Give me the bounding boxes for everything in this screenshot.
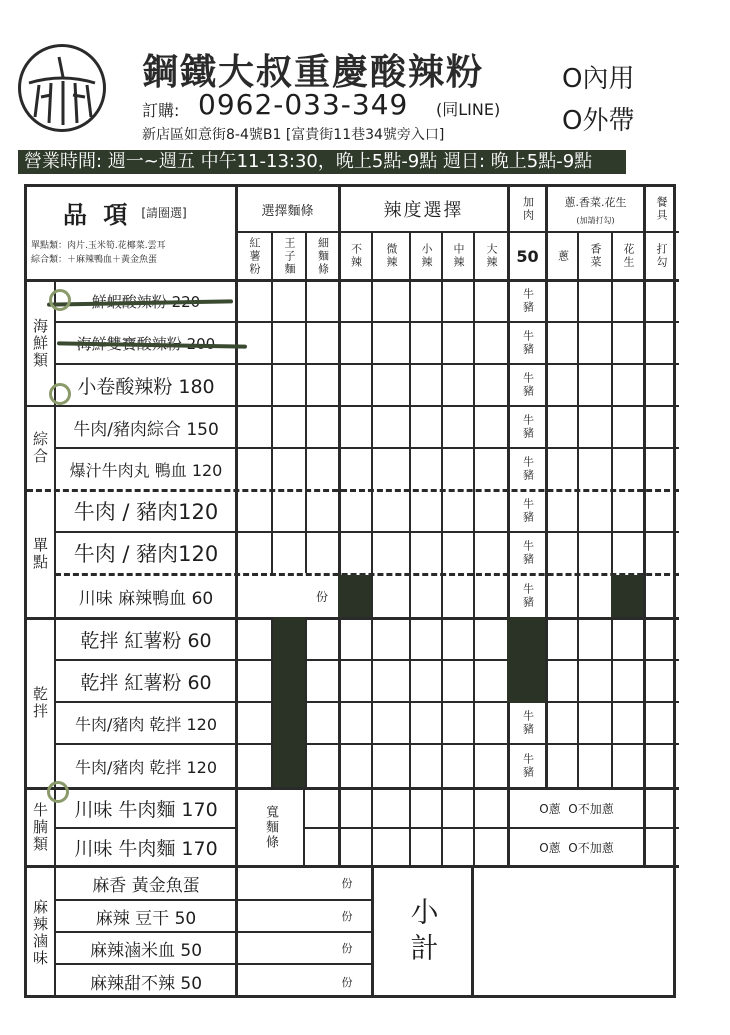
takeout-option[interactable]: O外帶: [562, 106, 635, 136]
divider: [441, 231, 443, 865]
item-column-title: 品 項: [63, 200, 132, 229]
pushpin-icon: [49, 383, 71, 405]
menu-item-meat-single[interactable]: 牛肉 / 豬肉120: [73, 542, 219, 566]
divider: [338, 187, 341, 865]
wide-noodle-label: 寬麵條: [263, 804, 278, 850]
meat-choice[interactable]: 牛豬: [521, 288, 535, 314]
spice-mild: 小辣: [420, 243, 433, 269]
noodle-prince: 王子麵: [283, 236, 296, 276]
divider: [235, 187, 238, 998]
meat-choice[interactable]: 牛豬: [521, 583, 535, 609]
shop-title: 鋼鐵大叔重慶酸辣粉: [142, 52, 485, 93]
toppings-header: 蔥.香菜.花生: [564, 196, 627, 209]
divider: [643, 187, 646, 865]
portion-label: 份: [341, 975, 353, 989]
spice-group-header: 辣度選擇: [383, 200, 464, 221]
divider: [303, 787, 305, 865]
topping-peanut: 花生: [622, 243, 635, 269]
spice-slight: 微辣: [385, 243, 398, 269]
subtotal-field[interactable]: [474, 867, 676, 998]
order-form-table: [24, 184, 676, 998]
category-single: 單點: [31, 537, 49, 571]
divider: [409, 231, 411, 865]
unavailable-block: [507, 617, 545, 703]
noodle-thin: 細麵條: [316, 236, 330, 276]
onion-option[interactable]: O蔥 O不加蔥: [539, 801, 614, 816]
category-beef-brisket: 牛腩類: [31, 801, 49, 853]
divider: [473, 231, 475, 865]
ma-character-logo-icon: [18, 44, 106, 132]
spice-hot: 大辣: [485, 243, 498, 269]
extra-meat-header: 加肉: [521, 196, 535, 222]
meat-choice[interactable]: 牛豬: [521, 753, 535, 779]
menu-item-squid[interactable]: 小卷酸辣粉 180: [77, 375, 215, 398]
spice-none: 不辣: [349, 243, 363, 269]
menu-item-dry-meat[interactable]: 牛肉/豬肉 乾拌 120: [74, 757, 218, 777]
meat-choice[interactable]: 牛豬: [521, 456, 535, 482]
phone-number[interactable]: 0962-033-349: [198, 88, 409, 121]
menu-item-combo[interactable]: 牛肉/豬肉綜合 150: [73, 419, 219, 440]
menu-item-dry-meat[interactable]: 牛肉/豬肉 乾拌 120: [74, 714, 218, 734]
category-spicy-braised: 麻辣滷味: [31, 898, 49, 967]
category-seafood: 海鮮類: [31, 317, 49, 369]
menu-item-beef-noodle[interactable]: 川味 牛肉麵 170: [74, 837, 218, 860]
order-label: 訂購:: [142, 101, 180, 120]
meat-choice[interactable]: 牛豬: [521, 710, 535, 736]
portion-label: 份: [315, 589, 328, 604]
unavailable-block: [338, 575, 371, 617]
portion-label: 份: [341, 910, 353, 923]
address: 新店區如意街8-4號B1 [富貴街11巷34號旁入口]: [142, 127, 445, 143]
utensils-header: 餐具: [655, 196, 668, 222]
braised-item-tofu[interactable]: 麻辣 豆干 50: [95, 908, 197, 929]
subtotal-label: 小計: [406, 896, 440, 969]
line-note: (同LINE): [436, 100, 501, 119]
menu-item-dry-sweet-potato[interactable]: 乾拌 紅薯粉 60: [80, 671, 212, 694]
divider: [305, 617, 307, 787]
braised-item-tempura[interactable]: 麻辣甜不辣 50: [89, 974, 203, 994]
topping-scallion: 蔥: [556, 249, 570, 263]
meat-choice[interactable]: 牛豬: [521, 330, 535, 356]
meat-choice[interactable]: 牛豬: [521, 540, 535, 566]
divider: [577, 231, 579, 787]
spice-medium: 中辣: [452, 243, 465, 269]
menu-item-dry-sweet-potato[interactable]: 乾拌 紅薯粉 60: [80, 629, 212, 652]
divider: [305, 231, 307, 573]
meat-choice[interactable]: 牛豬: [521, 372, 535, 398]
meat-choice[interactable]: 牛豬: [521, 414, 535, 440]
toppings-hint: (加請打勾): [576, 215, 615, 225]
menu-item-beef-noodle[interactable]: 川味 牛肉麵 170: [74, 798, 218, 821]
divider: [371, 231, 373, 865]
utensils-check[interactable]: 打勾: [655, 243, 668, 269]
menu-item-meat-single[interactable]: 牛肉 / 豬肉120: [73, 500, 219, 524]
dine-in-option[interactable]: O內用: [562, 64, 635, 94]
combo-item-note: 綜合類：＋麻辣鴨血＋黃金魚蛋: [31, 254, 158, 265]
onion-option[interactable]: O蔥 O不加蔥: [539, 840, 614, 855]
category-dry-mix: 乾拌: [31, 686, 49, 720]
extra-meat-price: 50: [516, 246, 539, 266]
noodle-group-header: 選擇麵條: [261, 203, 314, 219]
divider: [611, 231, 613, 787]
unavailable-block: [273, 617, 305, 787]
category-combo: 綜合: [31, 431, 49, 465]
divider: [271, 231, 273, 573]
business-hours-banner: 營業時間: 週一~週五 中午11-13:30，晚上5點-9點 週日: 晚上5點-9點: [18, 150, 626, 174]
topping-cilantro: 香菜: [589, 243, 602, 269]
menu-item-duck-blood[interactable]: 川味 麻辣鴨血 60: [78, 588, 214, 609]
menu-item-meatball-blood[interactable]: 爆汁牛肉丸 鴨血 120: [69, 460, 223, 480]
unavailable-block: [611, 575, 643, 617]
portion-label: 份: [341, 942, 353, 955]
single-item-note: 單點類：肉片.玉米筍.花椰菜.雲耳: [31, 240, 166, 251]
pushpin-icon: [49, 289, 71, 311]
meat-choice[interactable]: 牛豬: [521, 498, 535, 524]
braised-item-fish-roe[interactable]: 麻香 黃金魚蛋: [92, 875, 200, 896]
portion-label: 份: [341, 877, 353, 890]
item-column-hint: [請圈選]: [141, 205, 187, 220]
braised-item-rice-blood[interactable]: 麻辣滷米血 50: [89, 940, 203, 961]
noodle-sweet-potato: 紅薯粉: [248, 236, 261, 276]
pushpin-icon: [47, 781, 69, 803]
